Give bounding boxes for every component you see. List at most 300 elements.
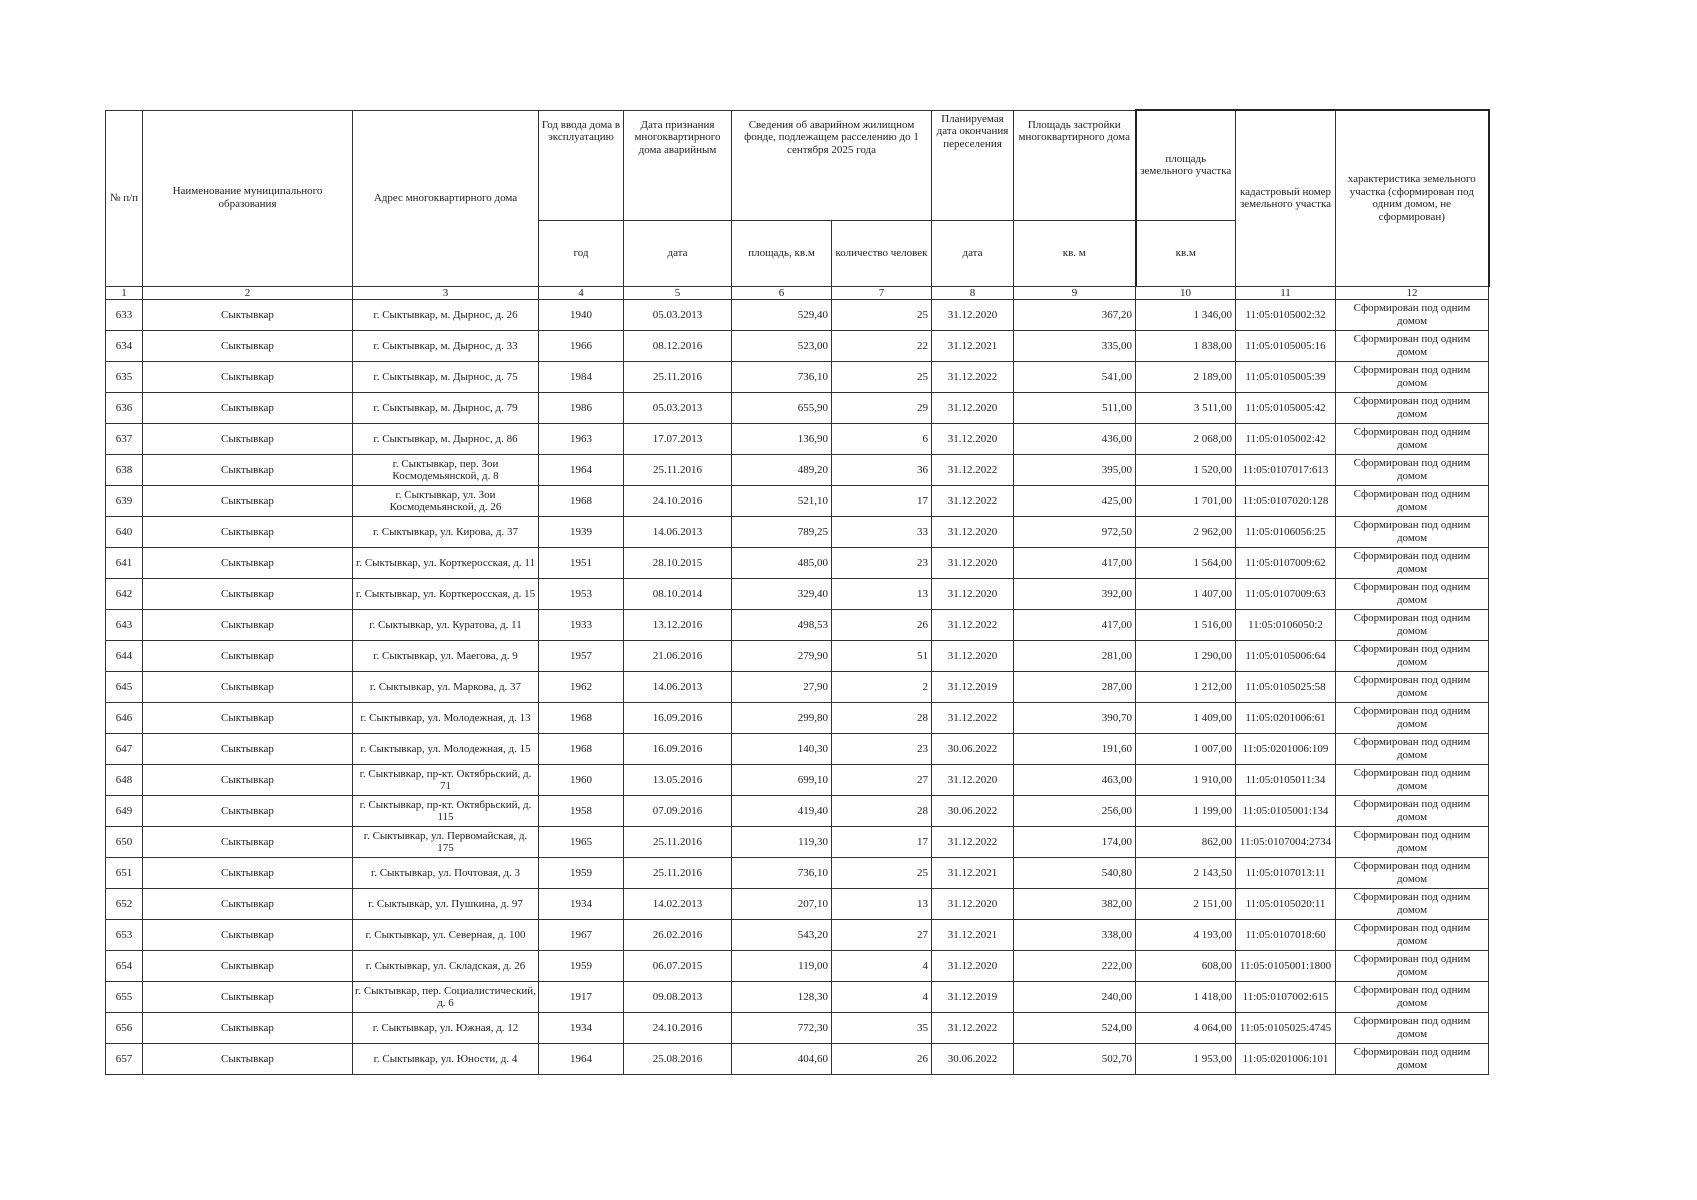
row-number: 636 (106, 393, 143, 424)
people-cell: 4 (832, 982, 932, 1013)
municipality-cell: Сыктывкар (143, 703, 353, 734)
address-cell: г. Сыктывкар, пр-кт. Октябрьский, д. 115 (353, 796, 539, 827)
land-area-cell: 1 838,00 (1136, 331, 1236, 362)
cadastral-cell: 11:05:0107020:128 (1236, 486, 1336, 517)
header-number: № п/п (106, 110, 143, 286)
area-cell: 404,60 (732, 1044, 832, 1075)
cadastral-cell: 11:05:0107009:62 (1236, 548, 1336, 579)
municipality-cell: Сыктывкар (143, 827, 353, 858)
year-cell: 1953 (539, 579, 624, 610)
column-number: 8 (932, 286, 1014, 300)
building-area-cell: 511,00 (1014, 393, 1136, 424)
people-cell: 29 (832, 393, 932, 424)
municipality-cell: Сыктывкар (143, 424, 353, 455)
header-municipality: Наименование муниципального образования (143, 110, 353, 286)
building-area-cell: 281,00 (1014, 641, 1136, 672)
year-cell: 1959 (539, 858, 624, 889)
municipality-cell: Сыктывкар (143, 951, 353, 982)
plan-date-cell: 31.12.2021 (932, 920, 1014, 951)
municipality-cell: Сыктывкар (143, 548, 353, 579)
row-number: 641 (106, 548, 143, 579)
address-cell: г. Сыктывкар, ул. Пушкина, д. 97 (353, 889, 539, 920)
land-status-cell: Сформирован под одним домом (1336, 517, 1489, 548)
row-number: 655 (106, 982, 143, 1013)
column-number: 12 (1336, 286, 1489, 300)
year-cell: 1984 (539, 362, 624, 393)
people-cell: 4 (832, 951, 932, 982)
people-cell: 13 (832, 579, 932, 610)
table-row (106, 858, 1489, 889)
plan-date-cell: 31.12.2022 (932, 703, 1014, 734)
area-cell: 543,20 (732, 920, 832, 951)
municipality-cell: Сыктывкар (143, 920, 353, 951)
land-status-cell: Сформирован под одним домом (1336, 579, 1489, 610)
column-number: 3 (353, 286, 539, 300)
municipality-cell: Сыктывкар (143, 517, 353, 548)
address-cell: г. Сыктывкар, ул. Корткеросская, д. 11 (353, 548, 539, 579)
column-number: 10 (1136, 286, 1236, 300)
municipality-cell: Сыктывкар (143, 486, 353, 517)
land-status-cell: Сформирован под одним домом (1336, 734, 1489, 765)
column-number: 6 (732, 286, 832, 300)
area-cell: 128,30 (732, 982, 832, 1013)
people-cell: 27 (832, 920, 932, 951)
cadastral-cell: 11:05:0106056:25 (1236, 517, 1336, 548)
column-number: 11 (1236, 286, 1336, 300)
people-cell: 26 (832, 1044, 932, 1075)
municipality-cell: Сыктывкар (143, 1013, 353, 1044)
year-cell: 1959 (539, 951, 624, 982)
land-area-cell: 2 189,00 (1136, 362, 1236, 393)
table-row (106, 610, 1489, 641)
row-number: 657 (106, 1044, 143, 1075)
cadastral-cell: 11:05:0107009:63 (1236, 579, 1336, 610)
table-row (106, 889, 1489, 920)
area-cell: 521,10 (732, 486, 832, 517)
municipality-cell: Сыктывкар (143, 982, 353, 1013)
plan-date-cell: 30.06.2022 (932, 734, 1014, 765)
cadastral-cell: 11:05:0107004:2734 (1236, 827, 1336, 858)
area-cell: 736,10 (732, 858, 832, 889)
header-land-area: площадь земельного участка (1136, 110, 1236, 220)
table-row (106, 703, 1489, 734)
land-area-cell: 1 701,00 (1136, 486, 1236, 517)
table-row (106, 951, 1489, 982)
year-cell: 1986 (539, 393, 624, 424)
table-row (106, 1013, 1489, 1044)
row-number: 634 (106, 331, 143, 362)
row-number: 647 (106, 734, 143, 765)
area-cell: 736,10 (732, 362, 832, 393)
building-area-cell: 392,00 (1014, 579, 1136, 610)
land-status-cell: Сформирован под одним домом (1336, 672, 1489, 703)
people-cell: 23 (832, 734, 932, 765)
subheader-year: год (539, 220, 624, 286)
year-cell: 1966 (539, 331, 624, 362)
address-cell: г. Сыктывкар, ул. Зои Космодемьянской, д. 26 (353, 486, 539, 517)
building-area-cell: 972,50 (1014, 517, 1136, 548)
land-area-cell: 1 407,00 (1136, 579, 1236, 610)
land-area-cell: 1 409,00 (1136, 703, 1236, 734)
row-number: 645 (106, 672, 143, 703)
area-cell: 299,80 (732, 703, 832, 734)
row-number: 651 (106, 858, 143, 889)
emergency-date-cell: 06.07.2015 (624, 951, 732, 982)
address-cell: г. Сыктывкар, пер. Зои Космодемьянской, д. 8 (353, 455, 539, 486)
area-cell: 27,90 (732, 672, 832, 703)
building-area-cell: 191,60 (1014, 734, 1136, 765)
emergency-date-cell: 14.02.2013 (624, 889, 732, 920)
plan-date-cell: 31.12.2020 (932, 517, 1014, 548)
land-status-cell: Сформирован под одним домом (1336, 1044, 1489, 1075)
land-status-cell: Сформирован под одним домом (1336, 796, 1489, 827)
building-area-cell: 240,00 (1014, 982, 1136, 1013)
land-area-cell: 1 516,00 (1136, 610, 1236, 641)
land-status-cell: Сформирован под одним домом (1336, 548, 1489, 579)
plan-date-cell: 31.12.2020 (932, 424, 1014, 455)
column-number-row (106, 286, 1489, 300)
plan-date-cell: 31.12.2021 (932, 331, 1014, 362)
building-area-cell: 335,00 (1014, 331, 1136, 362)
plan-date-cell: 31.12.2019 (932, 982, 1014, 1013)
address-cell: г. Сыктывкар, ул. Кирова, д. 37 (353, 517, 539, 548)
emergency-date-cell: 21.06.2016 (624, 641, 732, 672)
header-emergency-date: Дата признания многоквартирного дома аварийным (624, 110, 732, 220)
cadastral-cell: 11:05:0105006:64 (1236, 641, 1336, 672)
cadastral-cell: 11:05:0105011:34 (1236, 765, 1336, 796)
year-cell: 1934 (539, 1013, 624, 1044)
cadastral-cell: 11:05:0105001:1800 (1236, 951, 1336, 982)
address-cell: г. Сыктывкар, м. Дырнос, д. 26 (353, 300, 539, 331)
building-area-cell: 524,00 (1014, 1013, 1136, 1044)
land-area-cell: 1 346,00 (1136, 300, 1236, 331)
building-area-cell: 367,20 (1014, 300, 1136, 331)
land-area-cell: 1 953,00 (1136, 1044, 1236, 1075)
row-number: 650 (106, 827, 143, 858)
emergency-date-cell: 13.12.2016 (624, 610, 732, 641)
emergency-date-cell: 25.08.2016 (624, 1044, 732, 1075)
land-status-cell: Сформирован под одним домом (1336, 920, 1489, 951)
people-cell: 17 (832, 486, 932, 517)
emergency-date-cell: 25.11.2016 (624, 858, 732, 889)
building-area-cell: 382,00 (1014, 889, 1136, 920)
plan-date-cell: 30.06.2022 (932, 796, 1014, 827)
column-number: 4 (539, 286, 624, 300)
cadastral-cell: 11:05:0201006:109 (1236, 734, 1336, 765)
year-cell: 1951 (539, 548, 624, 579)
row-number: 640 (106, 517, 143, 548)
row-number: 649 (106, 796, 143, 827)
people-cell: 25 (832, 300, 932, 331)
municipality-cell: Сыктывкар (143, 393, 353, 424)
people-cell: 28 (832, 703, 932, 734)
land-status-cell: Сформирован под одним домом (1336, 827, 1489, 858)
area-cell: 498,53 (732, 610, 832, 641)
people-cell: 25 (832, 858, 932, 889)
people-cell: 23 (832, 548, 932, 579)
emergency-date-cell: 25.11.2016 (624, 455, 732, 486)
people-cell: 33 (832, 517, 932, 548)
building-area-cell: 417,00 (1014, 610, 1136, 641)
area-cell: 119,00 (732, 951, 832, 982)
housing-table (105, 109, 1490, 1075)
address-cell: г. Сыктывкар, ул. Корткеросская, д. 15 (353, 579, 539, 610)
building-area-cell: 390,70 (1014, 703, 1136, 734)
subheader-people: количество человек (832, 220, 932, 286)
municipality-cell: Сыктывкар (143, 300, 353, 331)
municipality-cell: Сыктывкар (143, 579, 353, 610)
area-cell: 523,00 (732, 331, 832, 362)
municipality-cell: Сыктывкар (143, 734, 353, 765)
building-area-cell: 541,00 (1014, 362, 1136, 393)
land-area-cell: 1 290,00 (1136, 641, 1236, 672)
land-status-cell: Сформирован под одним домом (1336, 331, 1489, 362)
building-area-cell: 287,00 (1014, 672, 1136, 703)
emergency-date-cell: 24.10.2016 (624, 1013, 732, 1044)
cadastral-cell: 11:05:0105005:42 (1236, 393, 1336, 424)
year-cell: 1968 (539, 486, 624, 517)
address-cell: г. Сыктывкар, пр-кт. Октябрьский, д. 71 (353, 765, 539, 796)
plan-date-cell: 31.12.2020 (932, 765, 1014, 796)
emergency-date-cell: 25.11.2016 (624, 827, 732, 858)
people-cell: 13 (832, 889, 932, 920)
header-year-built: Год ввода дома в эксплуатацию (539, 110, 624, 220)
subheader-land-sqm: кв.м (1136, 220, 1236, 286)
cadastral-cell: 11:05:0107002:615 (1236, 982, 1336, 1013)
plan-date-cell: 31.12.2020 (932, 393, 1014, 424)
address-cell: г. Сыктывкар, м. Дырнос, д. 33 (353, 331, 539, 362)
subheader-date: дата (624, 220, 732, 286)
row-number: 644 (106, 641, 143, 672)
address-cell: г. Сыктывкар, ул. Складская, д. 26 (353, 951, 539, 982)
year-cell: 1917 (539, 982, 624, 1013)
year-cell: 1957 (539, 641, 624, 672)
land-area-cell: 1 520,00 (1136, 455, 1236, 486)
municipality-cell: Сыктывкар (143, 796, 353, 827)
cadastral-cell: 11:05:0105005:39 (1236, 362, 1336, 393)
area-cell: 207,10 (732, 889, 832, 920)
table-row (106, 641, 1489, 672)
table-row (106, 765, 1489, 796)
address-cell: г. Сыктывкар, м. Дырнос, д. 86 (353, 424, 539, 455)
land-status-cell: Сформирован под одним домом (1336, 610, 1489, 641)
year-cell: 1968 (539, 703, 624, 734)
land-status-cell: Сформирован под одним домом (1336, 486, 1489, 517)
cadastral-cell: 11:05:0106050:2 (1236, 610, 1336, 641)
cadastral-cell: 11:05:0107013:11 (1236, 858, 1336, 889)
area-cell: 489,20 (732, 455, 832, 486)
plan-date-cell: 31.12.2022 (932, 455, 1014, 486)
header-building-area: Площадь застройки многоквартирного дома (1014, 110, 1136, 220)
municipality-cell: Сыктывкар (143, 455, 353, 486)
row-number: 648 (106, 765, 143, 796)
emergency-date-cell: 28.10.2015 (624, 548, 732, 579)
emergency-date-cell: 14.06.2013 (624, 672, 732, 703)
table-row (106, 300, 1489, 331)
table-row (106, 796, 1489, 827)
land-status-cell: Сформирован под одним домом (1336, 765, 1489, 796)
year-cell: 1939 (539, 517, 624, 548)
row-number: 637 (106, 424, 143, 455)
people-cell: 26 (832, 610, 932, 641)
plan-date-cell: 31.12.2022 (932, 827, 1014, 858)
area-cell: 789,25 (732, 517, 832, 548)
land-area-cell: 3 511,00 (1136, 393, 1236, 424)
address-cell: г. Сыктывкар, ул. Почтовая, д. 3 (353, 858, 539, 889)
area-cell: 485,00 (732, 548, 832, 579)
people-cell: 22 (832, 331, 932, 362)
plan-date-cell: 31.12.2022 (932, 610, 1014, 641)
table-row (106, 1044, 1489, 1075)
emergency-date-cell: 24.10.2016 (624, 486, 732, 517)
year-cell: 1964 (539, 455, 624, 486)
emergency-date-cell: 08.12.2016 (624, 331, 732, 362)
table-row (106, 424, 1489, 455)
header-planned-date: Планируемая дата окончания переселения (932, 110, 1014, 220)
land-status-cell: Сформирован под одним домом (1336, 951, 1489, 982)
address-cell: г. Сыктывкар, м. Дырнос, д. 75 (353, 362, 539, 393)
land-area-cell: 4 193,00 (1136, 920, 1236, 951)
table-row (106, 827, 1489, 858)
plan-date-cell: 31.12.2021 (932, 858, 1014, 889)
area-cell: 119,30 (732, 827, 832, 858)
row-number: 653 (106, 920, 143, 951)
municipality-cell: Сыктывкар (143, 765, 353, 796)
building-area-cell: 425,00 (1014, 486, 1136, 517)
emergency-date-cell: 16.09.2016 (624, 703, 732, 734)
year-cell: 1934 (539, 889, 624, 920)
municipality-cell: Сыктывкар (143, 331, 353, 362)
row-number: 633 (106, 300, 143, 331)
municipality-cell: Сыктывкар (143, 858, 353, 889)
building-area-cell: 417,00 (1014, 548, 1136, 579)
area-cell: 529,40 (732, 300, 832, 331)
emergency-date-cell: 08.10.2014 (624, 579, 732, 610)
address-cell: г. Сыктывкар, ул. Маркова, д. 37 (353, 672, 539, 703)
emergency-date-cell: 05.03.2013 (624, 300, 732, 331)
land-area-cell: 1 418,00 (1136, 982, 1236, 1013)
plan-date-cell: 31.12.2022 (932, 362, 1014, 393)
building-area-cell: 174,00 (1014, 827, 1136, 858)
people-cell: 36 (832, 455, 932, 486)
emergency-date-cell: 13.05.2016 (624, 765, 732, 796)
table-row (106, 455, 1489, 486)
plan-date-cell: 31.12.2022 (932, 1013, 1014, 1044)
land-area-cell: 608,00 (1136, 951, 1236, 982)
address-cell: г. Сыктывкар, пер. Социалистический, д. 6 (353, 982, 539, 1013)
area-cell: 136,90 (732, 424, 832, 455)
cadastral-cell: 11:05:0105025:58 (1236, 672, 1336, 703)
row-number: 642 (106, 579, 143, 610)
table-row (106, 486, 1489, 517)
cadastral-cell: 11:05:0105002:42 (1236, 424, 1336, 455)
plan-date-cell: 31.12.2020 (932, 889, 1014, 920)
building-area-cell: 540,80 (1014, 858, 1136, 889)
cadastral-cell: 11:05:0105002:32 (1236, 300, 1336, 331)
table-row (106, 579, 1489, 610)
land-status-cell: Сформирован под одним домом (1336, 424, 1489, 455)
area-cell: 419,40 (732, 796, 832, 827)
table-row (106, 393, 1489, 424)
address-cell: г. Сыктывкар, ул. Южная, д. 12 (353, 1013, 539, 1044)
plan-date-cell: 31.12.2020 (932, 951, 1014, 982)
year-cell: 1960 (539, 765, 624, 796)
column-number: 1 (106, 286, 143, 300)
year-cell: 1967 (539, 920, 624, 951)
cadastral-cell: 11:05:0105025:4745 (1236, 1013, 1336, 1044)
table-row (106, 982, 1489, 1013)
cadastral-cell: 11:05:0107018:60 (1236, 920, 1336, 951)
address-cell: г. Сыктывкар, ул. Маегова, д. 9 (353, 641, 539, 672)
cadastral-cell: 11:05:0201006:101 (1236, 1044, 1336, 1075)
land-area-cell: 2 143,50 (1136, 858, 1236, 889)
people-cell: 25 (832, 362, 932, 393)
municipality-cell: Сыктывкар (143, 362, 353, 393)
row-number: 643 (106, 610, 143, 641)
emergency-date-cell: 25.11.2016 (624, 362, 732, 393)
land-area-cell: 2 962,00 (1136, 517, 1236, 548)
land-area-cell: 1 910,00 (1136, 765, 1236, 796)
address-cell: г. Сыктывкар, ул. Куратова, д. 11 (353, 610, 539, 641)
emergency-date-cell: 05.03.2013 (624, 393, 732, 424)
plan-date-cell: 31.12.2020 (932, 300, 1014, 331)
land-area-cell: 4 064,00 (1136, 1013, 1236, 1044)
building-area-cell: 502,70 (1014, 1044, 1136, 1075)
area-cell: 329,40 (732, 579, 832, 610)
land-area-cell: 1 007,00 (1136, 734, 1236, 765)
row-number: 646 (106, 703, 143, 734)
people-cell: 17 (832, 827, 932, 858)
land-status-cell: Сформирован под одним домом (1336, 393, 1489, 424)
cadastral-cell: 11:05:0105001:134 (1236, 796, 1336, 827)
year-cell: 1964 (539, 1044, 624, 1075)
year-cell: 1968 (539, 734, 624, 765)
building-area-cell: 436,00 (1014, 424, 1136, 455)
address-cell: г. Сыктывкар, ул. Молодежная, д. 15 (353, 734, 539, 765)
header-land-status: характеристика земельного участка (сформирован под одним домом, не сформирован) (1336, 110, 1489, 286)
land-status-cell: Сформирован под одним домом (1336, 858, 1489, 889)
header-address: Адрес многоквартирного дома (353, 110, 539, 286)
land-area-cell: 2 068,00 (1136, 424, 1236, 455)
emergency-date-cell: 26.02.2016 (624, 920, 732, 951)
table-row (106, 548, 1489, 579)
emergency-date-cell: 16.09.2016 (624, 734, 732, 765)
land-status-cell: Сформирован под одним домом (1336, 455, 1489, 486)
cadastral-cell: 11:05:0107017:613 (1236, 455, 1336, 486)
table-row (106, 734, 1489, 765)
land-status-cell: Сформирован под одним домом (1336, 300, 1489, 331)
area-cell: 772,30 (732, 1013, 832, 1044)
column-number: 9 (1014, 286, 1136, 300)
address-cell: г. Сыктывкар, ул. Молодежная, д. 13 (353, 703, 539, 734)
land-area-cell: 1 564,00 (1136, 548, 1236, 579)
people-cell: 51 (832, 641, 932, 672)
building-area-cell: 256,00 (1014, 796, 1136, 827)
emergency-date-cell: 14.06.2013 (624, 517, 732, 548)
people-cell: 6 (832, 424, 932, 455)
year-cell: 1963 (539, 424, 624, 455)
row-number: 635 (106, 362, 143, 393)
cadastral-cell: 11:05:0105020:11 (1236, 889, 1336, 920)
land-area-cell: 2 151,00 (1136, 889, 1236, 920)
year-cell: 1965 (539, 827, 624, 858)
area-cell: 279,90 (732, 641, 832, 672)
emergency-date-cell: 07.09.2016 (624, 796, 732, 827)
land-status-cell: Сформирован под одним домом (1336, 362, 1489, 393)
table-row (106, 331, 1489, 362)
emergency-date-cell: 17.07.2013 (624, 424, 732, 455)
area-cell: 140,30 (732, 734, 832, 765)
